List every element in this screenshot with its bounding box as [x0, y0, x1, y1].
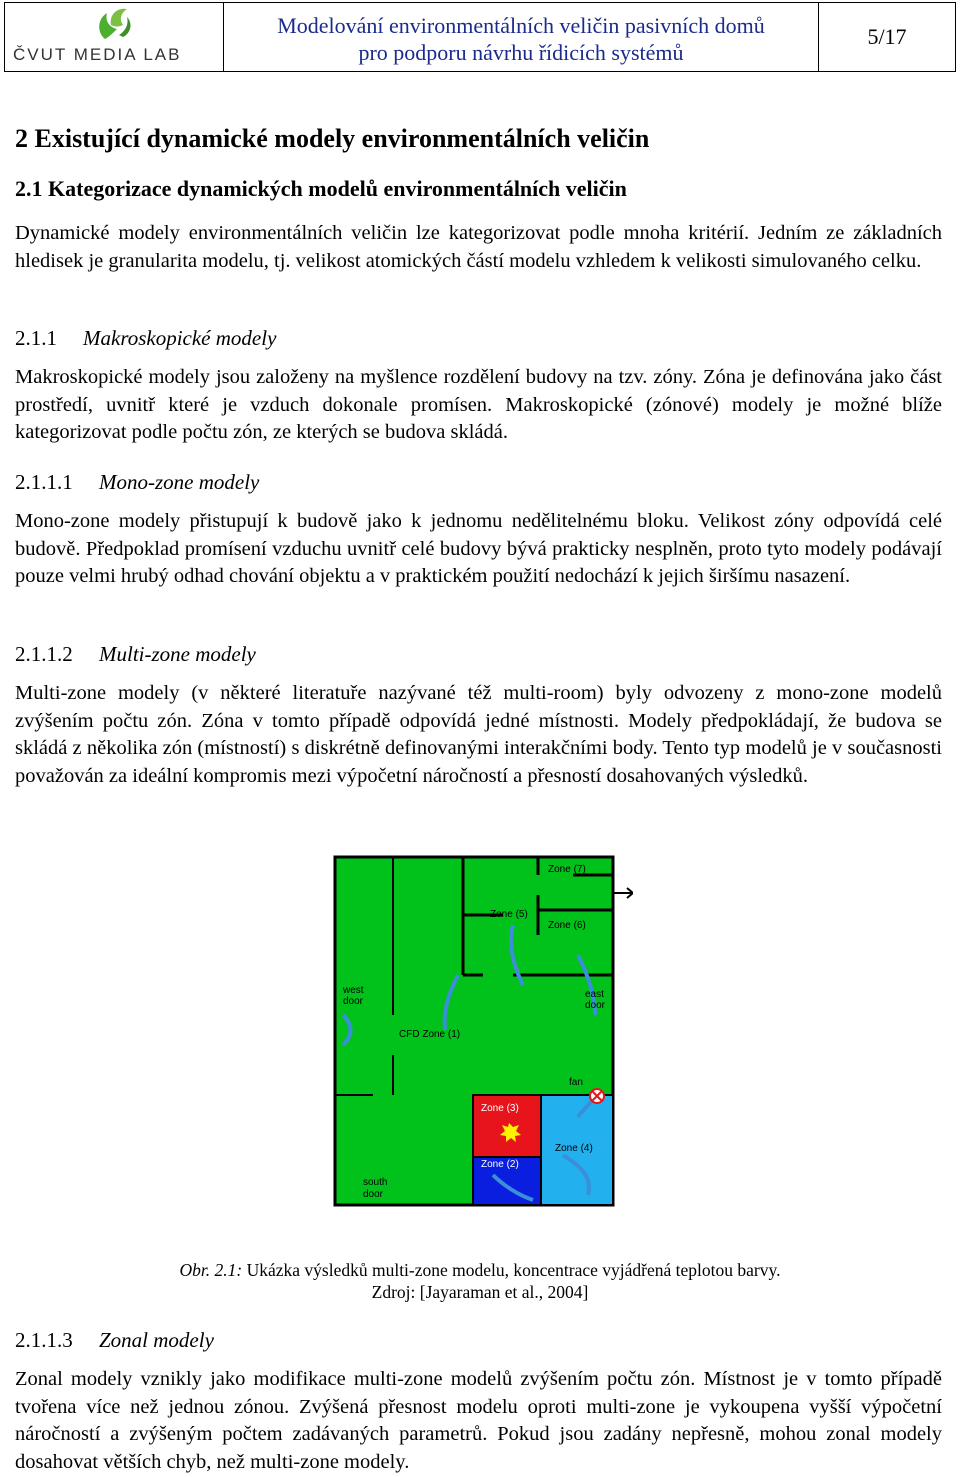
subsubsection-heading-zonal: [15, 1328, 214, 1353]
heading-number: 2.1.1.1: [15, 470, 73, 494]
label-zone2: Zone (2): [481, 1159, 519, 1170]
page-number: 5/17: [867, 24, 907, 49]
heading-title: Multi-zone modely: [99, 642, 256, 666]
chapter-heading: 2 Existující dynamické modely environmentálních veličin: [15, 124, 650, 153]
document-title-line2: pro podporu návrhu řídicích systémů: [358, 40, 684, 65]
logo-text: ČVUT MEDIA LAB: [13, 45, 182, 64]
paragraph-mono: [15, 508, 942, 591]
subsubsection-heading-mono: [15, 470, 259, 495]
label-cfd-zone: CFD Zone (1): [399, 1029, 461, 1040]
heading-number: 2.1.1.2: [15, 642, 73, 666]
document-title: [224, 3, 819, 71]
label-south: south: [363, 1177, 388, 1188]
label-zone5: Zone (5): [490, 909, 528, 920]
section-heading: 2.1 Kategorizace dynamických modelů environmentálních veličin: [15, 176, 627, 201]
label-east-door: door: [585, 1000, 606, 1011]
paragraph-text: Dynamické modely environmentálních veličin lze kategorizovat podle mnoha kritérií. Jedním ze základních hledisek je granularita modelu, tj. velikost atomických částí modelu vzhledem k velikosti simulovaného celku.: [15, 222, 942, 272]
subsubsection-heading-multi: [15, 642, 256, 667]
paragraph-text: Mono-zone modely přistupují k budově jako k jednomu nedělitelnému bloku. Velikost zóny odpovídá celé budově. Předpoklad promísení vzduchu uvnitř celé budovy bývá prakticky nesplněn, proto tyto modely podávají pouze velmi hrubý odhad chování objektu a v praktickém použití nedochází k jejich širšímu nasazení.: [15, 510, 942, 587]
label-zone4: Zone (4): [555, 1143, 593, 1154]
caption-prefix: Obr. 2.1:: [179, 1260, 243, 1280]
paragraph-text: Zonal modely vznikly jako modifikace multi-zone modelů zvýšením počtu zón. Místnost je v tomto případě tvořena více než jednou zónou. Zvýšená přesnost modelu oproti multi-zone je vykoupena vyšší výpočetní náročností a zvýšeným počtem zadávaných parametrů. Pokud jsou zadány nepřesně, mohou zonal modely dosahovat větších chyb, než multi-zone modely.: [15, 1368, 942, 1473]
heading-title: Makroskopické modely: [83, 326, 277, 350]
logo-mark-icon: [93, 5, 139, 45]
heading-title: Mono-zone modely: [99, 470, 260, 494]
paragraph-makro: [15, 364, 942, 447]
logo: [5, 3, 224, 71]
paragraph-zonal: [15, 1366, 942, 1476]
label-south-door: door: [363, 1189, 384, 1200]
document-title-line1: Modelování environmentálních veličin pasivních domů: [277, 13, 765, 38]
heading-number: 2.1.1.3: [15, 1328, 73, 1352]
figure-source: Zdroj: [Jayaraman et al., 2004]: [371, 1282, 589, 1302]
paragraph-text: Makroskopické modely jsou založeny na myšlence rozdělení budovy na tzv. zóny. Zóna je definována jako část prostředí, uvnitř které je vzduch dokonale promísen. Makroskopické (zónové) modely je možné blíže kategorizovat podle počtu zón, ze kterých se budova skládá.: [15, 366, 942, 443]
label-east: east: [585, 989, 604, 1000]
label-zone3: Zone (3): [481, 1103, 519, 1114]
page-header: [4, 2, 956, 72]
figure-caption: [0, 1260, 960, 1281]
paragraph-intro: [15, 220, 942, 275]
label-west: west: [343, 985, 364, 996]
label-fan: fan: [569, 1077, 583, 1088]
heading-number: 2.1.1: [15, 326, 57, 350]
multizone-floorplan-figure: [333, 855, 633, 1209]
label-west-door: door: [343, 996, 364, 1007]
exhaust-arrow: [613, 888, 633, 898]
paragraph-text: Multi-zone modely (v některé literatuře nazývané též multi-room) byly odvozeny z mono-zone modelů zvýšením počtu zón. Zóna v tomto případě odpovídá jedné místnosti. Modely předpokládají, že budova se skládá z několika zón (místností) s diskrétně definovanými interakčními body. Tento typ modelů je v současnosti považován za ideální kompromis mezi výpočetní náročností a přesností dosahovaných výsledků.: [15, 682, 942, 787]
label-zone7: Zone (7): [548, 864, 586, 875]
subsection-heading-makro: [15, 326, 276, 351]
label-zone6: Zone (6): [548, 920, 586, 931]
paragraph-multi: [15, 680, 942, 790]
caption-text: Ukázka výsledků multi-zone modelu, koncentrace vyjádřená teplotou barvy.: [242, 1260, 781, 1280]
heading-title: Zonal modely: [99, 1328, 214, 1352]
